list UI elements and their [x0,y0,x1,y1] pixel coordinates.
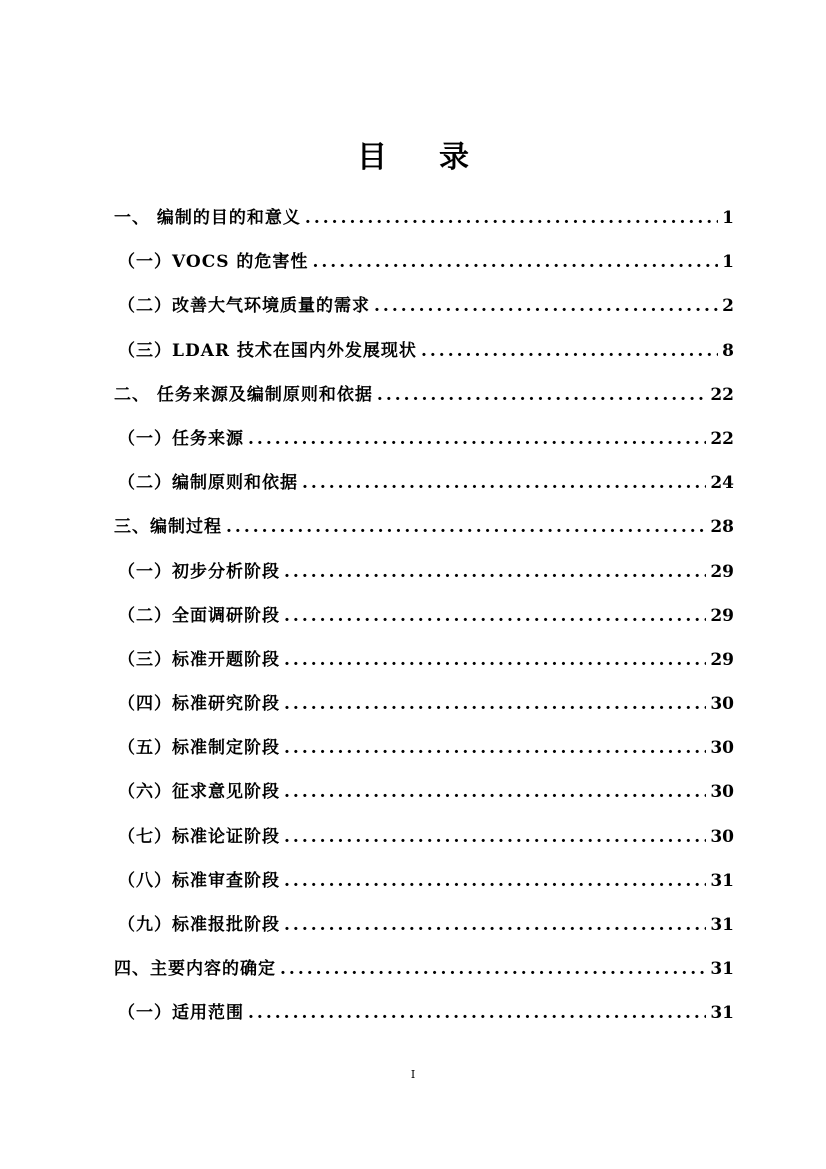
toc-entry[interactable] [114,991,734,1035]
toc-entry[interactable] [114,770,734,814]
toc-entry-title: （一）VOCS 的危害性 [118,252,309,273]
toc-entry-page: 29 [710,649,734,670]
toc-entry-page: 1 [722,208,734,228]
toc-entry[interactable] [114,815,734,859]
toc-entry-page: 22 [710,384,734,405]
toc-leader-dots [377,373,706,417]
toc-leader-dots [226,505,706,549]
toc-entry-page: 31 [710,870,734,891]
toc-leader-dots [248,991,706,1035]
toc-entry[interactable] [114,329,734,373]
toc-leader-dots [284,859,706,903]
toc-entry[interactable] [114,196,734,240]
toc-entry-title: （四）标准研究阶段 [118,694,280,715]
toc-leader-dots [284,726,706,770]
toc-entry-title: （一）初步分析阶段 [118,561,280,582]
toc-entry-page: 29 [710,561,734,582]
page-title-char-1: 目 [357,140,387,175]
toc-entry-title: （九）标准报批阶段 [118,915,280,935]
toc-entry-title: （二）编制原则和依据 [118,473,298,494]
page-number: I [410,1068,416,1081]
toc-leader-dots [248,417,706,461]
toc-entry-page: 30 [710,826,734,847]
toc-entry-title: （三）LDAR 技术在国内外发展现状 [118,340,417,361]
toc-entry-title: （二）全面调研阶段 [118,605,280,626]
toc-entry-page: 22 [710,428,734,449]
toc-entry[interactable] [114,550,734,594]
toc-entry-title: 一、 编制的目的和意义 [114,208,301,228]
toc-entry-page: 30 [710,694,734,715]
toc-entry-page: 28 [710,517,734,538]
toc-entry[interactable] [114,594,734,638]
toc-entry-page: 30 [710,782,734,803]
toc-entry[interactable] [114,240,734,284]
toc-leader-dots [284,903,706,947]
toc-entry-page: 1 [722,252,734,273]
toc-entry-title: （三）标准开题阶段 [118,649,280,670]
toc-leader-dots [280,947,706,991]
toc-entry-title: （二）改善大气环境质量的需求 [118,296,370,317]
toc-entry-title: （六）征求意见阶段 [118,782,280,803]
toc-entry[interactable] [114,638,734,682]
toc-entry-title: （七）标准论证阶段 [118,826,280,847]
toc-leader-dots [421,329,718,373]
page-title [0,132,826,176]
toc-entry-page: 30 [710,738,734,759]
toc-entry-title: 四、主要内容的确定 [114,959,276,980]
toc-entry[interactable] [114,373,734,417]
toc-entry[interactable] [114,859,734,903]
toc-entry[interactable] [114,726,734,770]
toc-leader-dots [284,770,706,814]
toc-entry-page: 31 [710,915,734,935]
table-of-contents [114,196,734,1036]
toc-entry-title: 三、编制过程 [114,517,222,538]
toc-entry-title: （八）标准审查阶段 [118,870,280,891]
toc-entry[interactable] [114,284,734,328]
toc-leader-dots [284,682,706,726]
toc-leader-dots [284,638,706,682]
toc-entry-page: 8 [722,340,734,361]
toc-leader-dots [312,240,718,284]
toc-entry[interactable] [114,682,734,726]
toc-entry-title: （一）适用范围 [118,1003,244,1024]
toc-entry-page: 24 [710,473,734,494]
toc-entry[interactable] [114,903,734,947]
toc-entry-title: 二、 任务来源及编制原则和依据 [114,384,373,405]
toc-leader-dots [284,550,706,594]
toc-leader-dots [284,815,706,859]
toc-entry-page: 31 [710,959,734,980]
toc-leader-dots [305,196,718,240]
toc-entry[interactable] [114,505,734,549]
toc-entry-title: （五）标准制定阶段 [118,738,280,759]
toc-entry[interactable] [114,461,734,505]
toc-entry-page: 29 [710,605,734,626]
toc-entry-page: 2 [722,296,734,317]
toc-leader-dots [302,461,706,505]
toc-entry-title: （一）任务来源 [118,428,244,449]
toc-entry[interactable] [114,417,734,461]
toc-entry-page: 31 [710,1003,734,1024]
toc-leader-dots [374,284,718,328]
page-title-char-2: 录 [439,140,469,175]
toc-entry[interactable] [114,947,734,991]
toc-leader-dots [284,594,706,638]
